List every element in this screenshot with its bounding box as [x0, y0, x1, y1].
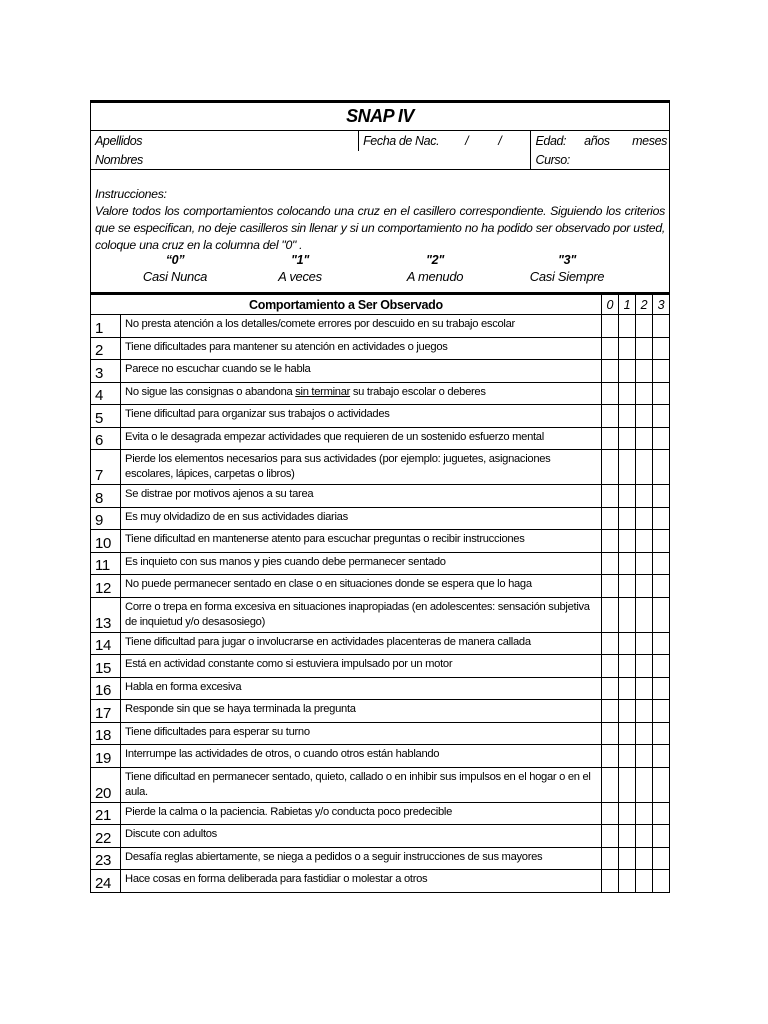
fecha-slash-2: / — [498, 134, 502, 148]
score-cell-2[interactable] — [635, 405, 652, 428]
item-number: 1 — [91, 315, 121, 338]
score-cell-2[interactable] — [635, 847, 652, 870]
score-cell-0[interactable] — [601, 825, 618, 848]
item-text: Tiene dificultades para esperar su turno — [121, 722, 602, 745]
item-number: 13 — [91, 597, 121, 632]
score-cell-3[interactable] — [652, 655, 669, 678]
apellidos-label: Apellidos — [95, 134, 143, 148]
score-cell-2[interactable] — [635, 485, 652, 508]
table-row — [91, 825, 670, 848]
table-row — [91, 632, 670, 655]
item-number: 22 — [91, 825, 121, 848]
score-cell-1[interactable] — [618, 655, 635, 678]
item-text: Hace cosas en forma deliberada para fastidiar o molestar a otros — [121, 870, 602, 893]
score-cell-2[interactable] — [635, 700, 652, 723]
score-cell-3[interactable] — [652, 552, 669, 575]
item-text: Tiene dificultad para jugar o involucrarse en actividades placenteras de manera callada — [121, 632, 602, 655]
score-cell-2[interactable] — [635, 722, 652, 745]
item-text: Se distrae por motivos ajenos a su tarea — [121, 485, 602, 508]
score-cell-0[interactable] — [601, 802, 618, 825]
score-cell-3[interactable] — [652, 485, 669, 508]
score-cell-0[interactable] — [601, 552, 618, 575]
item-text: Interrumpe las actividades de otros, o cuando otros están hablando — [121, 745, 602, 768]
item-number: 17 — [91, 700, 121, 723]
score-cell-2[interactable] — [635, 450, 652, 485]
fecha-nac-label: Fecha de Nac. — [363, 134, 440, 148]
table-header-row — [91, 294, 670, 315]
score-cell-3[interactable] — [652, 427, 669, 450]
item-number: 6 — [91, 427, 121, 450]
item-number: 9 — [91, 507, 121, 530]
score-cell-2[interactable] — [635, 745, 652, 768]
table-row — [91, 575, 670, 598]
score-cell-0[interactable] — [601, 597, 618, 632]
score-cell-3[interactable] — [652, 337, 669, 360]
score-cell-1[interactable] — [618, 485, 635, 508]
score-cell-2[interactable] — [635, 315, 652, 338]
score-cell-0[interactable] — [601, 870, 618, 893]
score-cell-2[interactable] — [635, 825, 652, 848]
item-text: Desafía reglas abiertamente, se niega a pedidos o a seguir instrucciones de sus mayores — [121, 847, 602, 870]
score-cell-1[interactable] — [618, 315, 635, 338]
score-cell-1[interactable] — [618, 405, 635, 428]
table-row — [91, 485, 670, 508]
item-text: Corre o trepa en forma excesiva en situaciones inapropiadas (en adolescentes: sensación subjetiva de inquietud y/o desasosiego) — [121, 597, 602, 632]
score-cell-1[interactable] — [618, 802, 635, 825]
score-cell-0[interactable] — [601, 677, 618, 700]
score-cell-0[interactable] — [601, 382, 618, 405]
item-text-underlined: sin terminar — [295, 385, 351, 398]
score-cell-0[interactable] — [601, 450, 618, 485]
table-row — [91, 700, 670, 723]
item-text: Responde sin que se haya terminada la pregunta — [121, 700, 602, 723]
item-text: Pierde la calma o la paciencia. Rabietas y/o conducta poco predecible — [121, 802, 602, 825]
fecha-nac-field[interactable] — [358, 131, 530, 151]
score-cell-3[interactable] — [652, 405, 669, 428]
score-cell-2[interactable] — [635, 677, 652, 700]
item-number: 21 — [91, 802, 121, 825]
score-cell-3[interactable] — [652, 767, 669, 802]
item-number: 15 — [91, 655, 121, 678]
item-number: 4 — [91, 382, 121, 405]
instructions-block — [91, 170, 669, 292]
score-cell-2[interactable] — [635, 575, 652, 598]
score-cell-2[interactable] — [635, 530, 652, 553]
item-text: Está en actividad constante como si estuviera impulsado por un motor — [121, 655, 602, 678]
item-text-part: No sigue las consignas o abandona — [125, 385, 296, 398]
score-cell-2[interactable] — [635, 632, 652, 655]
table-row — [91, 507, 670, 530]
snap-iv-form — [90, 100, 670, 893]
score-cell-3[interactable] — [652, 722, 669, 745]
item-number: 8 — [91, 485, 121, 508]
instructions-heading: Instrucciones: — [95, 187, 167, 201]
score-cell-2[interactable] — [635, 507, 652, 530]
item-text: No puede permanecer sentado en clase o en situaciones donde se espera que lo haga — [121, 575, 602, 598]
score-cell-2[interactable] — [635, 802, 652, 825]
score-cell-2[interactable] — [635, 552, 652, 575]
item-number: 18 — [91, 722, 121, 745]
item-number: 10 — [91, 530, 121, 553]
score-cell-3[interactable] — [652, 382, 669, 405]
item-number: 20 — [91, 767, 121, 802]
score-cell-3[interactable] — [652, 315, 669, 338]
score-cell-3[interactable] — [652, 870, 669, 893]
behavior-table — [90, 293, 670, 893]
score-cell-0[interactable] — [601, 360, 618, 383]
score-cell-1[interactable] — [618, 870, 635, 893]
score-cell-3[interactable] — [652, 450, 669, 485]
score-cell-1[interactable] — [618, 847, 635, 870]
table-row — [91, 315, 670, 338]
score-cell-0[interactable] — [601, 337, 618, 360]
edad-label: Edad: — [535, 134, 567, 148]
score-cell-0[interactable] — [601, 315, 618, 338]
item-text — [121, 382, 602, 405]
score-cell-1[interactable] — [618, 530, 635, 553]
scale-code-3: "3" — [558, 253, 576, 267]
score-cell-3[interactable] — [652, 847, 669, 870]
item-text: Tiene dificultad en permanecer sentado, quieto, callado o en inhibir sus impulsos en el hogar o en el aula. — [121, 767, 602, 802]
item-text: Tiene dificultad para organizar sus trabajos o actividades — [121, 405, 602, 428]
fecha-slash-1: / — [465, 134, 469, 148]
scale-code-1: "1" — [291, 253, 309, 267]
score-cell-1[interactable] — [618, 382, 635, 405]
header-row-1 — [91, 131, 669, 151]
scale-code-2: "2" — [426, 253, 444, 267]
table-row — [91, 677, 670, 700]
item-text: No presta atención a los detalles/comete errores por descuido en su trabajo escolar — [121, 315, 602, 338]
scale-code-0: “0” — [165, 253, 185, 267]
anos-label: años — [584, 134, 610, 148]
score-cell-0[interactable] — [601, 767, 618, 802]
rating-scale-legend — [95, 254, 665, 288]
nombres-field[interactable] — [91, 151, 530, 169]
item-number: 24 — [91, 870, 121, 893]
item-number: 16 — [91, 677, 121, 700]
score-cell-0[interactable] — [601, 847, 618, 870]
table-row — [91, 360, 670, 383]
table-row — [91, 337, 670, 360]
item-number: 19 — [91, 745, 121, 768]
table-row — [91, 767, 670, 802]
score-cell-3[interactable] — [652, 677, 669, 700]
score-cell-0[interactable] — [601, 427, 618, 450]
table-row — [91, 450, 670, 485]
scale-label-1: A veces — [278, 269, 322, 284]
nombres-label: Nombres — [95, 153, 143, 167]
item-number: 12 — [91, 575, 121, 598]
table-row — [91, 382, 670, 405]
table-row — [91, 597, 670, 632]
curso-label: Curso: — [535, 153, 570, 167]
item-number: 5 — [91, 405, 121, 428]
score-cell-3[interactable] — [652, 700, 669, 723]
score-cell-3[interactable] — [652, 360, 669, 383]
form-header-box — [90, 100, 670, 293]
score-cell-3[interactable] — [652, 802, 669, 825]
score-cell-3[interactable] — [652, 530, 669, 553]
score-cell-1[interactable] — [618, 825, 635, 848]
score-cell-0[interactable] — [601, 722, 618, 745]
table-row — [91, 552, 670, 575]
table-row — [91, 655, 670, 678]
score-cell-1[interactable] — [618, 552, 635, 575]
table-row — [91, 427, 670, 450]
score-cell-2[interactable] — [635, 655, 652, 678]
score-cell-1[interactable] — [618, 632, 635, 655]
header-row-2 — [91, 151, 669, 170]
item-text: Evita o le desagrada empezar actividades que requieren de un sostenido esfuerzo mental — [121, 427, 602, 450]
item-number: 2 — [91, 337, 121, 360]
table-row — [91, 530, 670, 553]
score-cell-0[interactable] — [601, 485, 618, 508]
table-row — [91, 745, 670, 768]
behavior-column-header: Comportamiento a Ser Observado — [91, 294, 602, 315]
score-cell-3[interactable] — [652, 507, 669, 530]
score-cell-2[interactable] — [635, 360, 652, 383]
score-cell-0[interactable] — [601, 575, 618, 598]
score-cell-1[interactable] — [618, 767, 635, 802]
table-row — [91, 802, 670, 825]
score-cell-3[interactable] — [652, 597, 669, 632]
score-cell-1[interactable] — [618, 360, 635, 383]
score-cell-3[interactable] — [652, 575, 669, 598]
table-row — [91, 870, 670, 893]
score-header-0: 0 — [601, 294, 618, 315]
score-header-2: 2 — [635, 294, 652, 315]
table-row — [91, 847, 670, 870]
score-cell-1[interactable] — [618, 575, 635, 598]
score-cell-2[interactable] — [635, 597, 652, 632]
score-cell-2[interactable] — [635, 767, 652, 802]
score-cell-3[interactable] — [652, 745, 669, 768]
item-number: 11 — [91, 552, 121, 575]
score-cell-1[interactable] — [618, 507, 635, 530]
item-text: Discute con adultos — [121, 825, 602, 848]
score-cell-1[interactable] — [618, 677, 635, 700]
score-header-1: 1 — [618, 294, 635, 315]
item-text: Pierde los elementos necesarios para sus actividades (por ejemplo: juguetes, asignaciones escolares, lápices, carpetas o libros) — [121, 450, 602, 485]
score-cell-0[interactable] — [601, 632, 618, 655]
score-cell-1[interactable] — [618, 700, 635, 723]
score-cell-1[interactable] — [618, 722, 635, 745]
score-cell-3[interactable] — [652, 825, 669, 848]
meses-label: meses — [632, 134, 667, 148]
score-cell-0[interactable] — [601, 745, 618, 768]
apellidos-field[interactable] — [91, 131, 358, 151]
score-cell-2[interactable] — [635, 382, 652, 405]
score-cell-3[interactable] — [652, 632, 669, 655]
item-text-part: su trabajo escolar o deberes — [350, 385, 486, 398]
score-cell-1[interactable] — [618, 745, 635, 768]
table-row — [91, 405, 670, 428]
score-cell-2[interactable] — [635, 870, 652, 893]
edad-field[interactable] — [530, 131, 669, 151]
score-cell-0[interactable] — [601, 507, 618, 530]
score-cell-0[interactable] — [601, 700, 618, 723]
score-cell-1[interactable] — [618, 337, 635, 360]
instructions-body: Valore todos los comportamientos colocando una cruz en el casillero correspondiente. Siguiendo los criterios que se especifican, no deje casilleros sin llenar y si un comportamiento no ha podido ser observado por usted, coloque una cruz en la columna del "0" . — [95, 204, 665, 252]
item-number: 7 — [91, 450, 121, 485]
score-cell-2[interactable] — [635, 427, 652, 450]
score-cell-1[interactable] — [618, 597, 635, 632]
item-text: Es muy olvidadizo de en sus actividades diarias — [121, 507, 602, 530]
item-text: Tiene dificultades para mantener su atención en actividades o juegos — [121, 337, 602, 360]
score-cell-0[interactable] — [601, 405, 618, 428]
score-cell-0[interactable] — [601, 655, 618, 678]
item-text: Habla en forma excesiva — [121, 677, 602, 700]
item-text: Es inquieto con sus manos y pies cuando debe permanecer sentado — [121, 552, 602, 575]
score-cell-2[interactable] — [635, 337, 652, 360]
item-number: 23 — [91, 847, 121, 870]
score-cell-1[interactable] — [618, 450, 635, 485]
scale-label-3: Casi Siempre — [529, 269, 605, 284]
score-cell-0[interactable] — [601, 530, 618, 553]
scale-label-0: Casi Nunca — [142, 269, 208, 284]
score-header-3: 3 — [652, 294, 669, 315]
score-cell-1[interactable] — [618, 427, 635, 450]
item-text: Tiene dificultad en mantenerse atento para escuchar preguntas o recibir instrucciones — [121, 530, 602, 553]
item-number: 14 — [91, 632, 121, 655]
scale-label-2: A menudo — [406, 269, 464, 284]
curso-field[interactable] — [530, 151, 669, 169]
table-row — [91, 722, 670, 745]
item-text: Parece no escuchar cuando se le habla — [121, 360, 602, 383]
form-title: SNAP IV — [91, 101, 669, 131]
item-number: 3 — [91, 360, 121, 383]
